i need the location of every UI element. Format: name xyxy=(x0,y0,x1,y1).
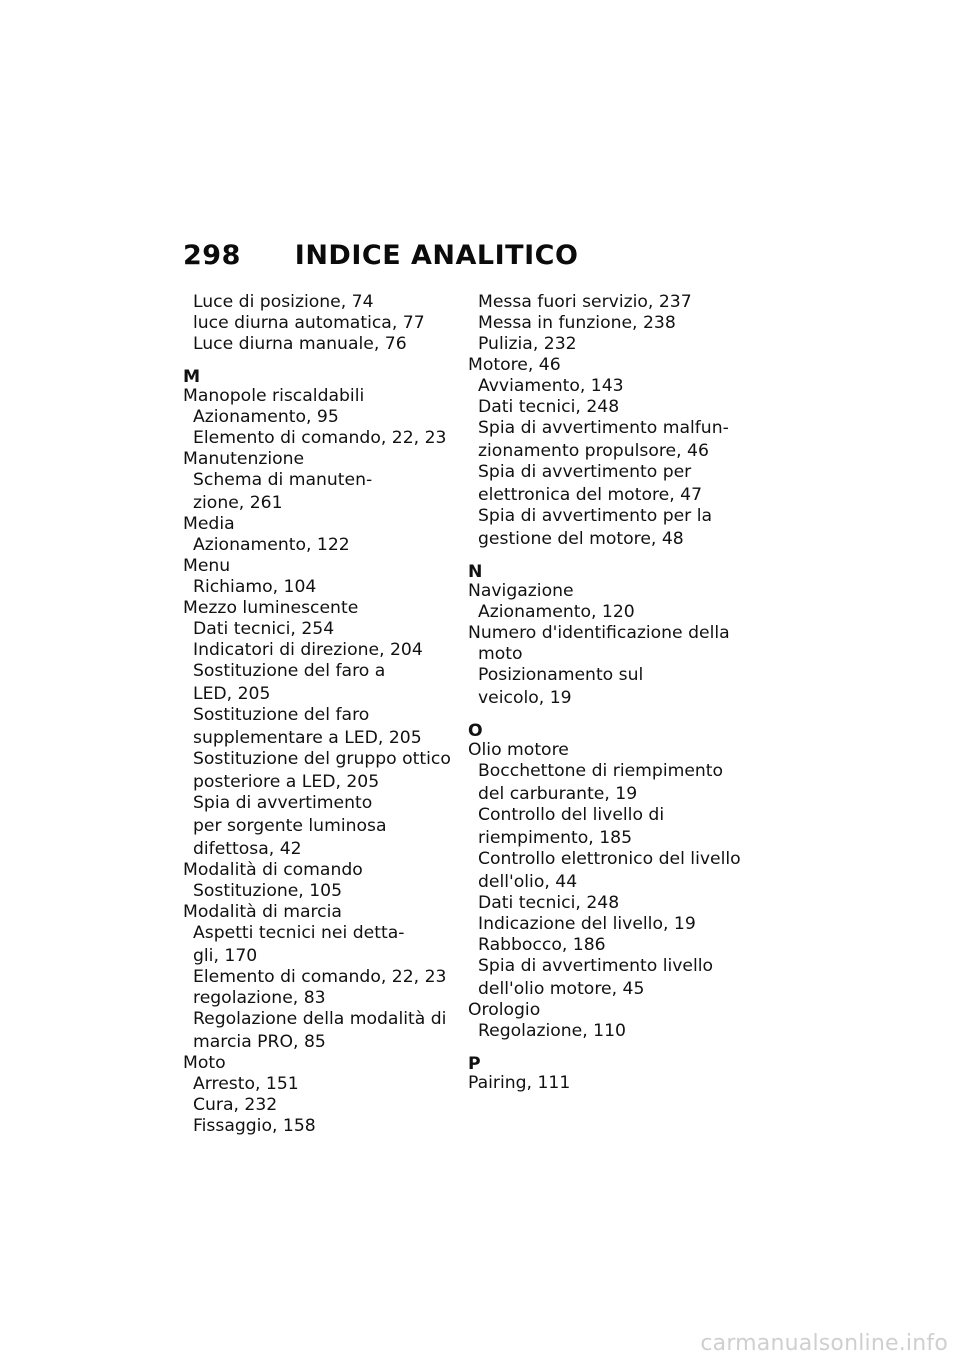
index-entry-line: Moto xyxy=(183,1053,226,1073)
index-entry-line: Modalità di comando xyxy=(183,860,363,880)
index-sub-entry xyxy=(468,956,743,1000)
index-entry-line: Posizionamento sul xyxy=(478,665,644,685)
index-main-entry xyxy=(183,514,453,535)
index-entry-line: O xyxy=(468,721,483,741)
index-entry-line: Messa in funzione, 238 xyxy=(478,313,676,333)
index-entry-line: Luce di posizione, 74 xyxy=(193,292,374,312)
index-sub-entry xyxy=(468,292,743,313)
index-entry-line: Indicatori di direzione, 204 xyxy=(193,640,423,660)
index-entry-line: marcia PRO, 85 xyxy=(193,1032,326,1052)
index-entry-line: Controllo elettronico del livello xyxy=(478,849,741,869)
index-sub-entry xyxy=(468,602,743,623)
page-header xyxy=(183,240,578,271)
index-entry-line: Elemento di comando, 22, 23 xyxy=(193,428,447,448)
index-main-entry xyxy=(183,860,453,881)
index-sub-entry xyxy=(183,619,453,640)
index-sub-entry xyxy=(183,749,453,793)
index-sub-entry xyxy=(468,334,743,355)
index-entry-line: Fissaggio, 158 xyxy=(193,1116,316,1136)
index-entry-line: Spia di avvertimento per xyxy=(478,462,692,482)
index-sub-entry xyxy=(468,893,743,914)
index-entry-line: Manopole riscaldabili xyxy=(183,386,365,406)
index-main-entry xyxy=(468,1000,743,1021)
index-sub-entry xyxy=(468,761,743,805)
index-entry-line: supplementare a LED, 205 xyxy=(193,728,422,748)
index-main-entry xyxy=(468,740,743,761)
index-sub-entry xyxy=(183,535,453,556)
index-entry-line: Sostituzione del faro xyxy=(193,705,370,725)
index-sub-entry xyxy=(183,967,453,988)
index-entry-line: Avviamento, 143 xyxy=(478,376,624,396)
index-letter-heading xyxy=(183,369,453,386)
index-entry-line: Dati tecnici, 254 xyxy=(193,619,335,639)
index-entry-line: luce diurna automatica, 77 xyxy=(193,313,425,333)
index-entry-line: Dati tecnici, 248 xyxy=(478,397,620,417)
index-entry-line: elettronica del motore, 47 xyxy=(478,485,703,505)
index-column-left xyxy=(183,292,453,1137)
index-entry-line: Numero d'identificazione della xyxy=(468,623,730,643)
index-sub-entry xyxy=(183,1095,453,1116)
index-entry-line: Rabbocco, 186 xyxy=(478,935,606,955)
index-entry-line: Sostituzione del faro a xyxy=(193,661,386,681)
index-sub-entry xyxy=(468,805,743,849)
index-main-entry xyxy=(468,1073,743,1094)
page-number: 298 xyxy=(183,240,241,271)
index-sub-entry xyxy=(468,506,743,550)
index-entry-line: Regolazione della modalità di xyxy=(193,1009,447,1029)
index-entry-line: Aspetti tecnici nei detta- xyxy=(193,923,405,943)
index-entry-line: Elemento di comando, 22, 23 xyxy=(193,967,447,987)
index-entry-line: Sostituzione, 105 xyxy=(193,881,343,901)
index-entry-line: Modalità di marcia xyxy=(183,902,342,922)
index-sub-entry xyxy=(183,988,453,1009)
index-letter-heading xyxy=(468,1056,743,1073)
index-main-entry xyxy=(468,355,743,376)
index-entry-line: Motore, 46 xyxy=(468,355,561,375)
index-main-entry xyxy=(183,902,453,923)
index-main-entry xyxy=(183,556,453,577)
index-entry-line: Sostituzione del gruppo ottico xyxy=(193,749,451,769)
index-column-right xyxy=(468,292,743,1094)
index-sub-entry xyxy=(183,334,453,355)
index-sub-entry xyxy=(468,935,743,956)
index-entry-line: Arresto, 151 xyxy=(193,1074,299,1094)
watermark: carmanualsonline.info xyxy=(700,1331,948,1356)
index-sub-entry xyxy=(183,793,453,860)
index-entry-line: Spia di avvertimento xyxy=(193,793,373,813)
index-main-entry xyxy=(468,623,743,644)
index-entry-line: Indicazione del livello, 19 xyxy=(478,914,696,934)
index-sub-entry xyxy=(183,428,453,449)
index-entry-line: Pulizia, 232 xyxy=(478,334,577,354)
index-sub-entry xyxy=(183,923,453,967)
index-entry-line: Pairing, 111 xyxy=(468,1073,571,1093)
index-entry-line: Navigazione xyxy=(468,581,574,601)
index-sub-entry xyxy=(468,665,743,709)
index-entry-line: Olio motore xyxy=(468,740,569,760)
index-entry-line: Controllo del livello di xyxy=(478,805,665,825)
index-sub-entry xyxy=(183,577,453,598)
index-entry-line: Spia di avvertimento malfun- xyxy=(478,418,729,438)
index-sub-entry xyxy=(468,644,743,665)
index-sub-entry xyxy=(183,881,453,902)
index-entry-line: dell'olio motore, 45 xyxy=(478,979,645,999)
index-sub-entry xyxy=(183,313,453,334)
index-sub-entry xyxy=(468,418,743,462)
index-entry-line: P xyxy=(468,1054,481,1074)
index-entry-line: Luce diurna manuale, 76 xyxy=(193,334,407,354)
index-sub-entry xyxy=(183,407,453,428)
index-entry-line: M xyxy=(183,367,201,387)
index-entry-line: Menu xyxy=(183,556,231,576)
index-sub-entry xyxy=(468,397,743,418)
index-entry-line: Schema di manuten- xyxy=(193,470,373,490)
index-entry-line: zione, 261 xyxy=(193,493,283,513)
page-title: INDICE ANALITICO xyxy=(294,240,579,271)
index-entry-line: Media xyxy=(183,514,235,534)
index-sub-entry xyxy=(183,292,453,313)
index-entry-line: N xyxy=(468,562,483,582)
index-entry-line: Cura, 232 xyxy=(193,1095,278,1115)
index-sub-entry xyxy=(468,914,743,935)
index-sub-entry xyxy=(183,470,453,514)
index-entry-line: Orologio xyxy=(468,1000,541,1020)
index-entry-line: Regolazione, 110 xyxy=(478,1021,626,1041)
index-entry-line: zionamento propulsore, 46 xyxy=(478,441,709,461)
index-entry-line: Bocchettone di riempimento xyxy=(478,761,724,781)
index-entry-line: Messa fuori servizio, 237 xyxy=(478,292,692,312)
index-entry-line: Azionamento, 120 xyxy=(478,602,635,622)
index-entry-line: Spia di avvertimento livello xyxy=(478,956,714,976)
index-entry-line: dell'olio, 44 xyxy=(478,872,578,892)
index-entry-line: posteriore a LED, 205 xyxy=(193,772,380,792)
index-entry-line: moto xyxy=(478,644,523,664)
index-sub-entry xyxy=(183,1116,453,1137)
index-sub-entry xyxy=(183,705,453,749)
index-sub-entry xyxy=(468,462,743,506)
index-entry-line: Azionamento, 95 xyxy=(193,407,339,427)
index-sub-entry xyxy=(468,1021,743,1042)
index-sub-entry xyxy=(468,376,743,397)
index-sub-entry xyxy=(183,661,453,705)
index-entry-line: riempimento, 185 xyxy=(478,828,633,848)
index-entry-line: per sorgente luminosa xyxy=(193,816,387,836)
index-entry-line: gli, 170 xyxy=(193,946,258,966)
index-entry-line: gestione del motore, 48 xyxy=(478,529,684,549)
index-main-entry xyxy=(468,581,743,602)
index-entry-line: difettosa, 42 xyxy=(193,839,302,859)
index-letter-heading xyxy=(468,564,743,581)
index-sub-entry xyxy=(468,849,743,893)
index-main-entry xyxy=(183,386,453,407)
index-sub-entry xyxy=(468,313,743,334)
index-entry-line: Dati tecnici, 248 xyxy=(478,893,620,913)
index-entry-line: Spia di avvertimento per la xyxy=(478,506,713,526)
index-main-entry xyxy=(183,598,453,619)
index-sub-entry xyxy=(183,640,453,661)
index-sub-entry xyxy=(183,1074,453,1095)
index-sub-entry xyxy=(183,1009,453,1053)
index-entry-line: veicolo, 19 xyxy=(478,688,572,708)
index-entry-line: Richiamo, 104 xyxy=(193,577,317,597)
index-entry-line: Azionamento, 122 xyxy=(193,535,350,555)
index-entry-line: regolazione, 83 xyxy=(193,988,326,1008)
index-entry-line: Mezzo luminescente xyxy=(183,598,359,618)
index-entry-line: LED, 205 xyxy=(193,684,271,704)
index-entry-line: del carburante, 19 xyxy=(478,784,638,804)
index-main-entry xyxy=(183,1053,453,1074)
index-main-entry xyxy=(183,449,453,470)
index-entry-line: Manutenzione xyxy=(183,449,305,469)
index-letter-heading xyxy=(468,723,743,740)
